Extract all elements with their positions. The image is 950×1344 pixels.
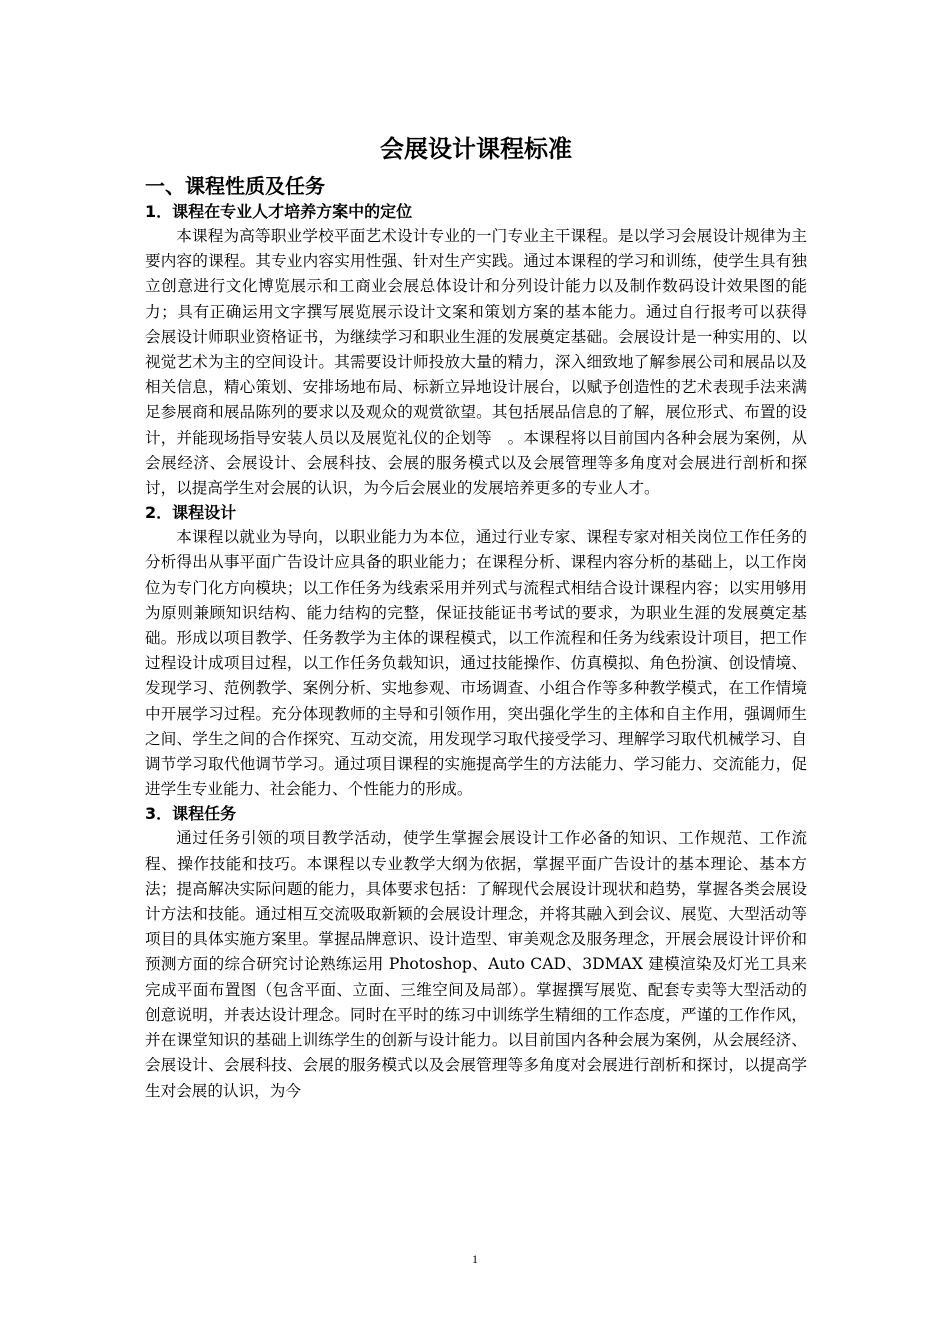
section-heading-course-nature: 一、课程性质及任务 [145, 174, 325, 198]
subsection-heading-positioning: 1．课程在专业人才培养方案中的定位 [145, 202, 413, 221]
paragraph-positioning: 本课程为高等职业学校平面艺术设计专业的一门专业主干课程。是以学习会展设计规律为主要内容的课程。其专业内容实用性强、针对生产实践。通过本课程的学习和训练，使学生具有独立创意进行文化博览展示和工商业会展总体设计和分列设计能力以及制作数码设计效果图的能力；具有正确运用文字撰写展览展示设计文案和策划方案的基本能力。通过自行报考可以获得 会展设计师职业资格证书，为继续学习和职业生涯的发展奠定基础。会展设计是一种实用的、以视觉艺术为主的空间设计。其需要设计师投放大量的精力，深入细致地了解参展公司和展品以及相关信息，精心策划、安排场地布局、标新立异地设计展台，以赋予创造性的艺术表现手法来满足参展商和展品陈列的要求以及观众的观赏欲望。其包括展品信息的了解，展位形式、布置的设计，并能现场指导安装人员以及展览礼仪的企划等 。本课程将以目前国内各种会展为案例，从会展经济、会展设计、会展科技、会展的服务模式以及会展管理等多角度对会展进行剖析和探讨，以提高学生对会展的认识，为今后会展业的发展培养更多的专业人才。 [145, 227, 823, 498]
subsection-heading-course-tasks: 3．课程任务 [145, 804, 237, 824]
document-title: 会展设计课程标准 [380, 135, 572, 163]
paragraph-course-design: 本课程以就业为导向，以职业能力为本位，通过行业专家、课程专家对相关岗位工作任务的分析得出从事平面广告设计应具备的职业能力；在课程分析、课程内容分析的基础上，以工作岗位为专门化方向模块；以工作任务为线索采用并列式与流程式相结合设计课程内容；以实用够用为原则兼顾知识结构、能力结构的完整，保证技能证书考试的要求，为职业生涯的发展奠定基础。形成以项目教学、任务教学为主体的课程模式，以工作流程和任务为线索设计项目，把工作过程设计成项目过程，以工作任务负载知识，通过技能操作、仿真模拟、角色扮演、创设情境、发现学习、范例教学、案例分析、实地参观、市场调查、小组合作等多种教学模式，在工作情境中开展学习过程。充分体现教师的主导和引领作用，突出强化学生的主体和自主作用，强调师生之间、学生之间的合作探究、互动交流，用发现学习取代接受学习、理解学习取代机械学习、自调节学习取代他调节学习。通过项目课程的实施提高学生的方法能力、学习能力、交流能力，促进学生专业能力、社会能力、个性能力的形成。 [145, 528, 807, 799]
paragraph-course-tasks: 通过任务引领的项目教学活动，使学生掌握会展设计工作必备的知识、工作规范、工作流程、操作技能和技巧。本课程以专业教学大纲为依据，掌握平面广告设计的基本理论、基本方法；提高解决实际问题的能力，具体要求包括：了解现代会展设计现状和趋势，掌握各类会展设计方法和技能。通过相互交流吸取新颖的会展设计理念，并将其融入到会议、展览、大型活动等项目的具体实施方案里。掌握品牌意识、设计造型、审美观念及服务理念，开展会展设计评价和预测方面的综合研究讨论熟练运用 Photoshop、Auto CAD、3DMAX 建模渲染及灯光工具来完成平面布置图（包含平面、立面、三维空间及局部）。掌握撰写展览、配套专卖等大型活动的创意说明，并表达设计理念。同时在平时的练习中训练学生精细的工作态度，严谨的工作作风，并在课堂知识的基础上训练学生的创新与设计能力。以目前国内各种会展为案例，从会展经济、会展设计、会展科技、会展的服务模式以及会展管理等多角度对会展进行剖析和探讨，以提高学生对会展的认识，为今 [145, 829, 807, 1100]
page-content [145, 132, 823, 1104]
page-number: 1 [472, 1252, 478, 1266]
subsection-heading-course-design: 2．课程设计 [145, 503, 237, 523]
